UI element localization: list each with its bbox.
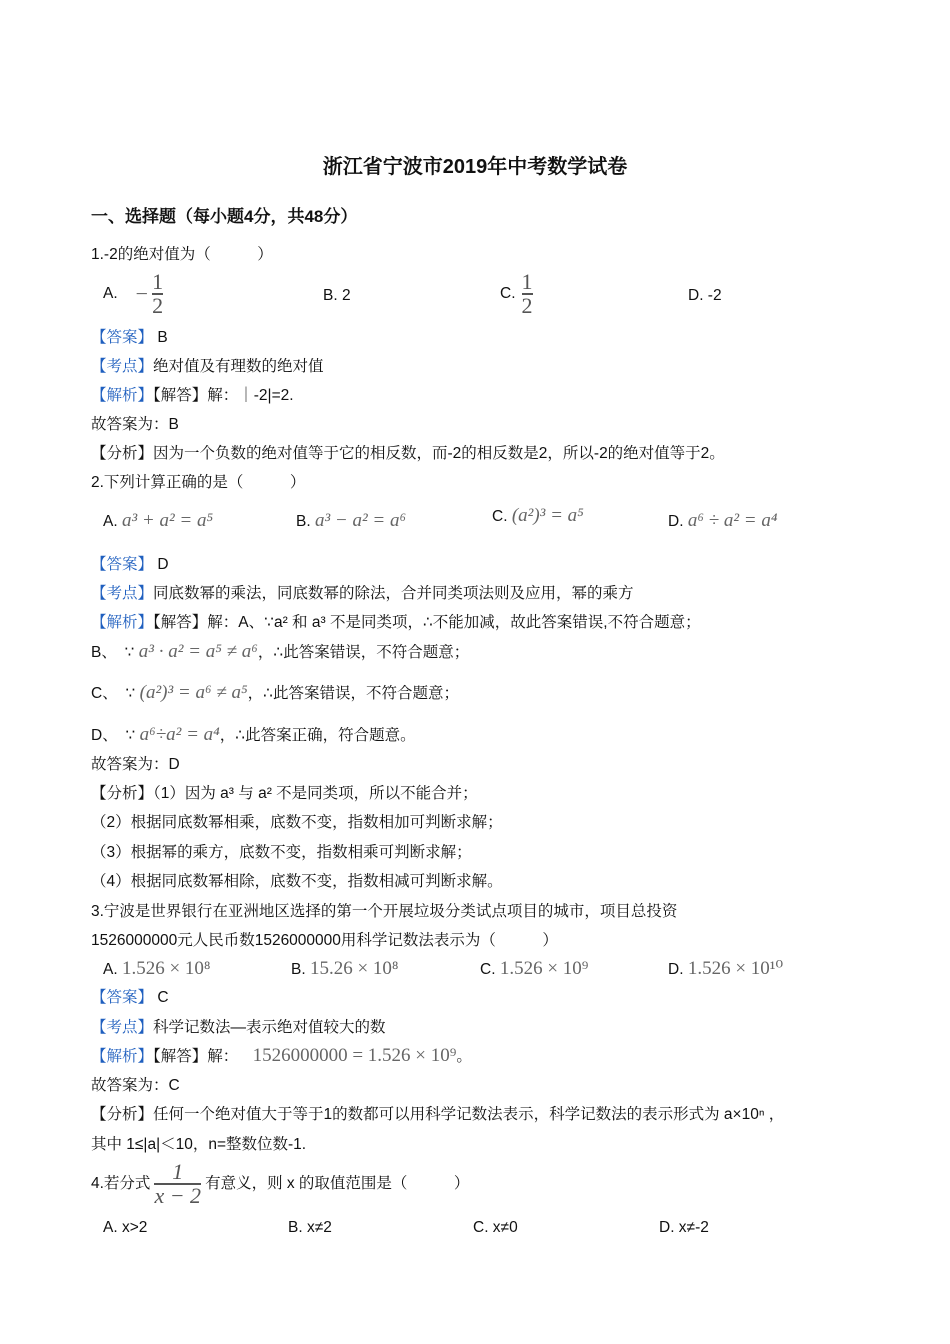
q3-fenxi-2: 其中 1≤|a|＜10，n=整数位数-1.	[91, 1136, 307, 1153]
math-expr: a⁶ ÷ a² = a⁴	[687, 510, 778, 531]
q4-option-c: C. x≠0	[473, 1219, 518, 1236]
answer-tag: 【答案】	[91, 329, 154, 346]
q3-point	[91, 1017, 386, 1039]
q1-option-c	[500, 269, 533, 318]
minus-sign: −	[135, 281, 149, 306]
page-title: 浙江省宁波市2019年中考数学试卷	[322, 156, 628, 178]
fraction-one-over-x-minus-2	[154, 1161, 201, 1207]
fraction-one-half	[522, 271, 533, 317]
analysis-tag: 【解析】	[91, 614, 154, 631]
prefix: C、 ∵	[91, 685, 136, 702]
frac-num: 1	[152, 269, 164, 294]
q2-option-a	[103, 510, 213, 533]
q2-line-c	[91, 682, 459, 705]
q4-stem	[91, 1160, 469, 1208]
point-text: 科学记数法—表示绝对值较大的数	[153, 1019, 386, 1036]
q3-final: 故答案为：C	[91, 1077, 180, 1094]
q2-fenxi-1: 【分析】（1）因为 a³ 与 a² 不是同类项，所以不能合并；	[91, 785, 478, 802]
suffix: ，∴此答案错误，不符合题意；	[257, 644, 470, 661]
q2-fenxi-4: （4）根据同底数幂相除，底数不变，指数相减可判断求解。	[91, 873, 503, 890]
math-expr: 1526000000 = 1.526 × 10⁹	[252, 1045, 457, 1066]
prefix: D、 ∵	[91, 727, 136, 744]
point-tag: 【考点】	[91, 358, 154, 375]
q3-stem-line2: 1526000000元人民币数1526000000用科学记数法表示为（ ）	[91, 932, 558, 949]
q2-point	[91, 583, 634, 605]
q1-stem: 1.-2的绝对值为（ ）	[91, 246, 273, 263]
q1-point	[91, 356, 324, 378]
point-tag: 【考点】	[91, 1019, 154, 1036]
q3-analysis	[91, 1045, 472, 1068]
label: B.	[296, 513, 311, 530]
math-expr: (a²)³ = a⁵	[511, 505, 584, 526]
q4-option-a: A. x>2	[103, 1219, 148, 1236]
q3-option-d	[668, 958, 783, 981]
label: B.	[291, 961, 306, 978]
frac-den: 2	[152, 293, 164, 318]
q3-fenxi-1: 【分析】任何一个绝对值大于等于1的数都可以用科学记数法表示，科学记数法的表示形式为 a×10ⁿ ，	[91, 1106, 785, 1123]
label: D.	[668, 513, 684, 530]
q1-option-c-label: C.	[500, 285, 516, 302]
answer-tag: 【答案】	[91, 556, 154, 573]
prefix: B、 ∵	[91, 644, 135, 661]
math-expr: 1.526 × 10⁸	[121, 958, 211, 979]
q2-fenxi-3: （3）根据幂的乘方，底数不变，指数相乘可判断求解；	[91, 844, 472, 861]
q1-option-b: B. 2	[323, 287, 351, 304]
label: C.	[480, 961, 496, 978]
stem-prefix: 4.若分式	[91, 1175, 151, 1192]
math-expr: 1.526 × 10⁹	[499, 958, 589, 979]
q1-option-a-label: A.	[103, 285, 118, 302]
q4-option-d: D. x≠-2	[659, 1219, 709, 1236]
frac-den: 2	[521, 293, 533, 318]
label: D.	[668, 961, 684, 978]
suffix: ，∴此答案正确，符合题意。	[219, 727, 416, 744]
point-text: 同底数幂的乘法，同底数幂的除法，合并同类项法则及应用，幂的乘方	[153, 585, 634, 602]
label: A.	[103, 513, 118, 530]
math-expr: 15.26 × 10⁸	[309, 958, 399, 979]
math-expr: a⁶÷a² = a⁴	[139, 724, 220, 745]
analysis-text: 【解答】解：｜-2|=2.	[153, 387, 294, 404]
analysis-text: 【解答】解：	[153, 1048, 239, 1065]
math-expr: a³ + a² = a⁵	[121, 510, 214, 531]
answer-value: D	[153, 556, 169, 573]
math-expr: 1.526 × 10¹⁰	[687, 958, 784, 979]
q1-option-a	[103, 269, 164, 318]
period: 。	[456, 1048, 472, 1065]
q2-line-d	[91, 724, 416, 747]
q3-option-a	[103, 958, 211, 981]
q1-fenxi: 【分析】因为一个负数的绝对值等于它的相反数，而-2的相反数是2，所以-2的绝对值等于2。	[91, 445, 725, 462]
label: C.	[492, 508, 508, 525]
q1-analysis	[91, 385, 294, 407]
q2-fenxi-2: （2）根据同底数幂相乘，底数不变，指数相加可判断求解；	[91, 814, 503, 831]
frac-num: 1	[172, 1159, 184, 1184]
answer-value: B	[153, 329, 168, 346]
section-heading: 一、选择题（每小题4分，共48分）	[91, 207, 358, 226]
analysis-tag: 【解析】	[91, 1048, 154, 1065]
math-expr: a³ · a² = a⁵ ≠ a⁶	[138, 641, 258, 662]
q2-answer	[91, 554, 169, 576]
analysis-text: 【解答】解：A、∵a² 和 a³ 不是同类项，∴不能加减，故此答案错误,不符合题意；	[153, 614, 701, 631]
q1-option-d: D. -2	[688, 287, 722, 304]
q1-answer	[91, 327, 168, 349]
q2-option-c	[492, 505, 584, 528]
q2-final: 故答案为：D	[91, 756, 180, 773]
point-text: 绝对值及有理数的绝对值	[153, 358, 324, 375]
label: A.	[103, 961, 118, 978]
math-expr: a³ − a² = a⁶	[314, 510, 407, 531]
q2-option-b	[296, 510, 406, 533]
q4-option-b: B. x≠2	[288, 1219, 332, 1236]
analysis-tag: 【解析】	[91, 387, 154, 404]
q1-final: 故答案为：B	[91, 416, 179, 433]
frac-den: x − 2	[154, 1183, 202, 1208]
math-expr: (a²)³ = a⁶ ≠ a⁵	[139, 682, 248, 703]
answer-tag: 【答案】	[91, 989, 154, 1006]
q2-analysis	[91, 612, 701, 634]
q2-stem: 2.下列计算正确的是（ ）	[91, 474, 306, 491]
q3-stem-line1: 3.宁波是世界银行在亚洲地区选择的第一个开展垃圾分类试点项目的城市，项目总投资	[91, 903, 678, 920]
q3-answer	[91, 987, 169, 1009]
q2-option-d	[668, 510, 777, 533]
answer-value: C	[153, 989, 169, 1006]
point-tag: 【考点】	[91, 585, 154, 602]
frac-num: 1	[521, 269, 533, 294]
q2-line-b	[91, 641, 469, 664]
fraction-one-half	[152, 271, 163, 317]
q3-option-c	[480, 958, 588, 981]
stem-suffix: 有意义，则 x 的取值范围是（ ）	[205, 1175, 470, 1192]
q3-option-b	[291, 958, 399, 981]
suffix: ，∴此答案错误，不符合题意；	[247, 685, 460, 702]
